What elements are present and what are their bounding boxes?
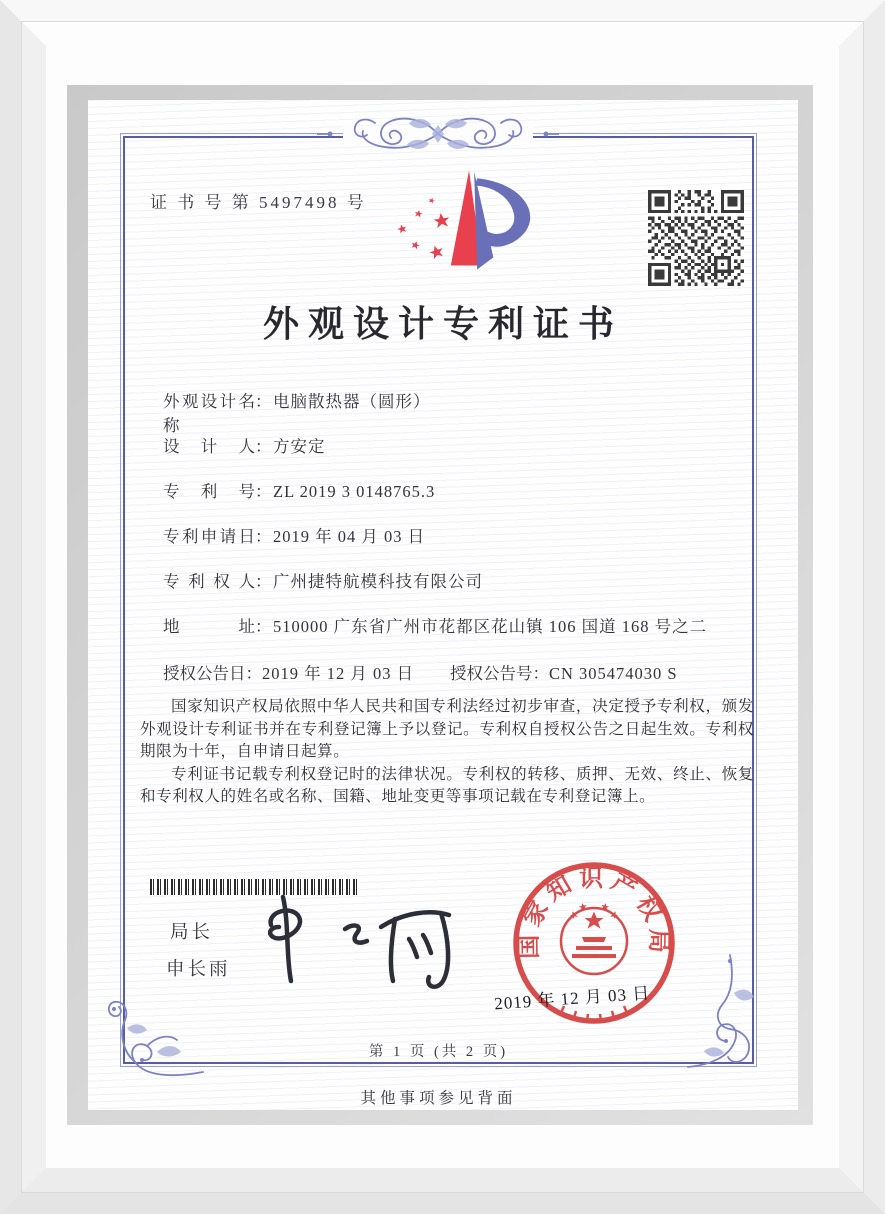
legal-text: [140, 696, 754, 809]
seal-national-emblem: [561, 902, 627, 974]
grant-number-label: 授权公告号: [450, 664, 533, 683]
field-colon: ：: [255, 572, 272, 591]
field-value: 广州捷特航模科技有限公司: [273, 572, 483, 591]
field-address: [163, 613, 750, 658]
logo-p-bowl: [475, 178, 530, 246]
bottom-left-corner-flourish: [101, 982, 205, 1086]
field-colon: ：: [255, 482, 272, 501]
field-design-name: [163, 388, 750, 433]
qr-code: [648, 190, 744, 286]
director-signature: [253, 883, 468, 995]
field-value: 2019 年 04 月 03 日: [273, 527, 426, 546]
certificate-fields: [163, 388, 750, 658]
field-colon: ：: [245, 664, 262, 683]
field-colon: ：: [532, 664, 549, 683]
page-indicator: 第 1 页 (共 2 页): [368, 1044, 509, 1060]
field-patent-number: [163, 478, 750, 523]
field-colon: ：: [255, 617, 272, 636]
back-side-note: 其他事项参见背面: [360, 1090, 517, 1107]
legal-paragraph-1: 国家知识产权局依照中华人民共和国专利法经过初步审查，决定授予专利权，颁发外观设计专利证书并在专利登记簿上予以登记。专利权自授权公告之日起生效。专利权期限为十年，自申请日起算。: [140, 698, 754, 761]
grant-number-pair: [450, 660, 678, 684]
field-patentee: [163, 568, 750, 613]
grant-date-label: 授权公告日: [163, 664, 246, 683]
field-colon: ：: [255, 392, 272, 411]
field-value: 电脑散热器（圆形）: [273, 392, 431, 411]
grant-date-value: 2019 年 12 月 03 日: [262, 664, 415, 683]
cnipa-logo-icon: [384, 158, 546, 292]
seal-date: 2019 年 12 月 03 日: [493, 983, 651, 1014]
certificate-title: 外观设计专利证书: [262, 304, 623, 344]
seal-agency-name: 国家知识产权局: [516, 866, 672, 959]
certificate-paper: [88, 100, 798, 1110]
field-label: 外观设计名称: [163, 392, 255, 435]
field-label: 专 利 号: [163, 482, 255, 501]
signer-name: 申长雨: [166, 960, 231, 980]
field-value: 方安定: [273, 437, 326, 456]
field-colon: ：: [255, 527, 272, 546]
grant-announcement-row: [163, 660, 758, 686]
top-border-flourish: [317, 111, 559, 157]
signer-role: 局长: [170, 923, 214, 943]
field-colon: ：: [255, 437, 272, 456]
field-label: 设 计 人: [163, 437, 255, 456]
field-filing-date: [163, 523, 750, 568]
logo-stars: [397, 197, 451, 260]
field-value: ZL 2019 3 0148765.3: [273, 482, 436, 501]
field-label: 专利申请日: [163, 527, 255, 546]
grant-date-pair: [163, 660, 414, 684]
legal-paragraph-2: 专利证书记载专利权登记时的法律状况。专利权的转移、质押、无效、终止、恢复和专利权人的姓名或名称、国籍、地址变更等事项记载在专利登记簿上。: [140, 765, 754, 806]
certificate-number: 证 书 号 第 5497498 号: [150, 193, 367, 212]
field-label: 专 利 权 人: [163, 572, 255, 591]
field-designer: [163, 433, 750, 478]
field-label: 地 址: [163, 617, 255, 636]
grant-number-value: CN 305474030 S: [549, 664, 678, 683]
field-value: 510000 广东省广州市花都区花山镇 106 国道 168 号之二: [273, 617, 708, 636]
